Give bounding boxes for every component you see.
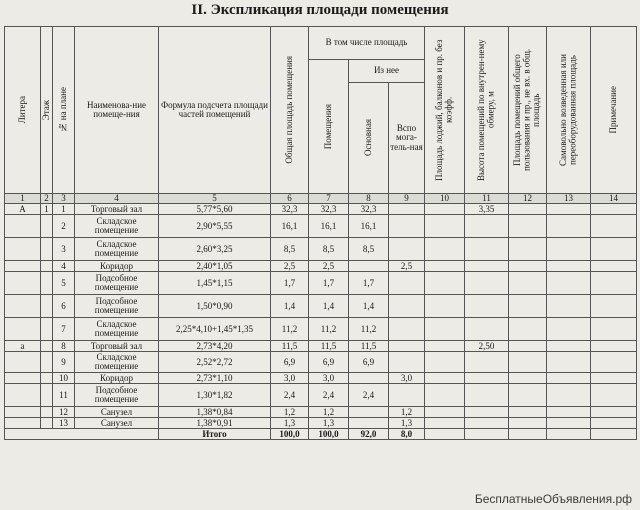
cell-c13 bbox=[547, 272, 591, 295]
cell-name: Санузел bbox=[75, 418, 159, 429]
cell-loggia bbox=[425, 272, 465, 295]
cell-height bbox=[465, 318, 509, 341]
cell-num: 2 bbox=[53, 215, 75, 238]
cell-etazh bbox=[41, 272, 53, 295]
cell-c14 bbox=[591, 272, 637, 295]
cell-height bbox=[465, 384, 509, 407]
cell-loggia bbox=[425, 384, 465, 407]
cell-main: 32,3 bbox=[349, 204, 389, 215]
watermark: БесплатныеОбъявления.рф bbox=[474, 492, 632, 506]
total-premises: 100,0 bbox=[309, 429, 349, 440]
cell-c12 bbox=[509, 318, 547, 341]
cell-total: 11,2 bbox=[271, 318, 309, 341]
total-row bbox=[5, 429, 637, 440]
cell-formula: 2,60*3,25 bbox=[159, 238, 271, 261]
cell-etazh bbox=[41, 352, 53, 373]
cell-name: Коридор bbox=[75, 373, 159, 384]
cell-formula: 2,90*5,55 bbox=[159, 215, 271, 238]
cell-loggia bbox=[425, 341, 465, 352]
cell-num: 4 bbox=[53, 261, 75, 272]
cell-litera bbox=[5, 407, 41, 418]
cell-c13 bbox=[547, 373, 591, 384]
header-etazh: Этаж bbox=[41, 27, 53, 194]
cell-num: 8 bbox=[53, 341, 75, 352]
cell-main bbox=[349, 373, 389, 384]
cell-total: 8,5 bbox=[271, 238, 309, 261]
col-number: 4 bbox=[75, 194, 159, 204]
cell-c13 bbox=[547, 407, 591, 418]
table-row bbox=[5, 352, 637, 373]
cell-c13 bbox=[547, 204, 591, 215]
cell-litera bbox=[5, 261, 41, 272]
cell-formula: 5,77*5,60 bbox=[159, 204, 271, 215]
cell-formula: 1,50*0,90 bbox=[159, 295, 271, 318]
cell-litera bbox=[5, 418, 41, 429]
cell-litera bbox=[5, 318, 41, 341]
table-row bbox=[5, 215, 637, 238]
cell-c14 bbox=[591, 373, 637, 384]
header-of-which: Из нее bbox=[349, 60, 425, 83]
cell-c12 bbox=[509, 204, 547, 215]
cell-main: 1,4 bbox=[349, 295, 389, 318]
col-number: 6 bbox=[271, 194, 309, 204]
cell-formula: 1,30*1,82 bbox=[159, 384, 271, 407]
total-aux: 8,0 bbox=[389, 429, 425, 440]
cell-c12 bbox=[509, 272, 547, 295]
cell-aux bbox=[389, 238, 425, 261]
cell-main: 2,4 bbox=[349, 384, 389, 407]
cell-aux bbox=[389, 352, 425, 373]
cell-litera: а bbox=[5, 341, 41, 352]
cell-c14 bbox=[591, 318, 637, 341]
col-number: 2 bbox=[41, 194, 53, 204]
cell-c12 bbox=[509, 215, 547, 238]
cell-litera bbox=[5, 373, 41, 384]
cell-main: 11,2 bbox=[349, 318, 389, 341]
cell-loggia bbox=[425, 215, 465, 238]
cell-formula: 1,38*0,84 bbox=[159, 407, 271, 418]
cell-litera bbox=[5, 384, 41, 407]
col-number: 12 bbox=[509, 194, 547, 204]
total-empty bbox=[465, 429, 509, 440]
cell-premises: 32,3 bbox=[309, 204, 349, 215]
cell-num: 9 bbox=[53, 352, 75, 373]
header-height: Высота помещений по внутрен-нему обмеру, м bbox=[465, 27, 509, 194]
cell-height bbox=[465, 352, 509, 373]
cell-total: 2,4 bbox=[271, 384, 309, 407]
cell-etazh bbox=[41, 215, 53, 238]
cell-c12 bbox=[509, 418, 547, 429]
cell-num: 12 bbox=[53, 407, 75, 418]
cell-main: 11,5 bbox=[349, 341, 389, 352]
cell-name: Складское помещение bbox=[75, 215, 159, 238]
cell-etazh: 1 bbox=[41, 204, 53, 215]
cell-total: 32,3 bbox=[271, 204, 309, 215]
cell-name: Подсобное помещение bbox=[75, 272, 159, 295]
cell-loggia bbox=[425, 373, 465, 384]
cell-c14 bbox=[591, 238, 637, 261]
page-title: II. Экспликация площади помещения bbox=[191, 2, 449, 18]
cell-name: Торговый зал bbox=[75, 341, 159, 352]
cell-c13 bbox=[547, 215, 591, 238]
column-numbers-row bbox=[5, 194, 637, 204]
cell-name: Подсобное помещение bbox=[75, 295, 159, 318]
table-row bbox=[5, 384, 637, 407]
cell-formula: 1,38*0,91 bbox=[159, 418, 271, 429]
cell-c14 bbox=[591, 418, 637, 429]
cell-total: 6,9 bbox=[271, 352, 309, 373]
cell-litera bbox=[5, 352, 41, 373]
cell-premises: 8,5 bbox=[309, 238, 349, 261]
cell-etazh bbox=[41, 238, 53, 261]
cell-main: 6,9 bbox=[349, 352, 389, 373]
header-loggia: Площадь лоджий, балконов и пр. без коэфф. bbox=[425, 27, 465, 194]
cell-formula: 2,73*4,20 bbox=[159, 341, 271, 352]
cell-etazh bbox=[41, 295, 53, 318]
header-litera: Литера bbox=[5, 27, 41, 194]
table-row bbox=[5, 407, 637, 418]
cell-aux bbox=[389, 204, 425, 215]
cell-etazh bbox=[41, 418, 53, 429]
cell-formula: 2,52*2,72 bbox=[159, 352, 271, 373]
col-number: 1 bbox=[5, 194, 41, 204]
cell-etazh bbox=[41, 341, 53, 352]
header-selfbuilt: Самовольно возведенная или переоборудованная площадь bbox=[547, 27, 591, 194]
cell-litera bbox=[5, 215, 41, 238]
cell-num: 11 bbox=[53, 384, 75, 407]
cell-premises: 2,4 bbox=[309, 384, 349, 407]
cell-name: Санузел bbox=[75, 407, 159, 418]
cell-c13 bbox=[547, 341, 591, 352]
cell-litera: А bbox=[5, 204, 41, 215]
cell-c13 bbox=[547, 352, 591, 373]
cell-num: 5 bbox=[53, 272, 75, 295]
cell-c13 bbox=[547, 418, 591, 429]
cell-height bbox=[465, 261, 509, 272]
cell-premises: 16,1 bbox=[309, 215, 349, 238]
header-num: № на плане bbox=[53, 27, 75, 194]
cell-c12 bbox=[509, 407, 547, 418]
cell-loggia bbox=[425, 238, 465, 261]
cell-height bbox=[465, 272, 509, 295]
cell-premises: 1,4 bbox=[309, 295, 349, 318]
cell-num: 6 bbox=[53, 295, 75, 318]
total-label: Итого bbox=[159, 429, 271, 440]
cell-aux: 3,0 bbox=[389, 373, 425, 384]
cell-loggia bbox=[425, 352, 465, 373]
cell-c14 bbox=[591, 384, 637, 407]
cell-premises: 6,9 bbox=[309, 352, 349, 373]
cell-aux: 1,3 bbox=[389, 418, 425, 429]
cell-etazh bbox=[41, 261, 53, 272]
table-row bbox=[5, 373, 637, 384]
cell-premises: 2,5 bbox=[309, 261, 349, 272]
cell-formula: 2,73*1,10 bbox=[159, 373, 271, 384]
cell-premises: 1,3 bbox=[309, 418, 349, 429]
header-main: Основная bbox=[349, 83, 389, 194]
header-premises: Помещения bbox=[309, 60, 349, 194]
col-number: 5 bbox=[159, 194, 271, 204]
header-aux: Вспо мога-тель-ная bbox=[389, 83, 425, 194]
cell-premises: 1,7 bbox=[309, 272, 349, 295]
header-note: Примечание bbox=[591, 27, 637, 194]
table-row bbox=[5, 341, 637, 352]
cell-c13 bbox=[547, 261, 591, 272]
cell-height: 3,35 bbox=[465, 204, 509, 215]
table-row bbox=[5, 204, 637, 215]
cell-height bbox=[465, 215, 509, 238]
cell-total: 1,4 bbox=[271, 295, 309, 318]
cell-etazh bbox=[41, 407, 53, 418]
total-empty bbox=[425, 429, 465, 440]
cell-height bbox=[465, 407, 509, 418]
cell-total: 1,3 bbox=[271, 418, 309, 429]
cell-total: 1,2 bbox=[271, 407, 309, 418]
cell-c12 bbox=[509, 261, 547, 272]
cell-aux bbox=[389, 341, 425, 352]
cell-litera bbox=[5, 238, 41, 261]
cell-c12 bbox=[509, 384, 547, 407]
cell-formula: 2,40*1,05 bbox=[159, 261, 271, 272]
cell-num: 7 bbox=[53, 318, 75, 341]
cell-loggia bbox=[425, 407, 465, 418]
col-number: 8 bbox=[349, 194, 389, 204]
table-row bbox=[5, 261, 637, 272]
cell-premises: 11,2 bbox=[309, 318, 349, 341]
total-empty bbox=[509, 429, 547, 440]
col-number: 13 bbox=[547, 194, 591, 204]
cell-height bbox=[465, 238, 509, 261]
cell-main bbox=[349, 418, 389, 429]
cell-litera bbox=[5, 272, 41, 295]
col-number: 9 bbox=[389, 194, 425, 204]
cell-total: 3,0 bbox=[271, 373, 309, 384]
total-total: 100,0 bbox=[271, 429, 309, 440]
total-empty bbox=[591, 429, 637, 440]
cell-height bbox=[465, 373, 509, 384]
cell-loggia bbox=[425, 261, 465, 272]
table-row bbox=[5, 295, 637, 318]
col-number: 10 bbox=[425, 194, 465, 204]
col-number: 7 bbox=[309, 194, 349, 204]
cell-c12 bbox=[509, 341, 547, 352]
cell-name: Складское помещение bbox=[75, 352, 159, 373]
cell-main: 1,7 bbox=[349, 272, 389, 295]
cell-c13 bbox=[547, 318, 591, 341]
cell-c12 bbox=[509, 238, 547, 261]
cell-formula: 2,25*4,10+1,45*1,35 bbox=[159, 318, 271, 341]
col-number: 11 bbox=[465, 194, 509, 204]
cell-name: Складское помещение bbox=[75, 238, 159, 261]
cell-total: 2,5 bbox=[271, 261, 309, 272]
cell-c14 bbox=[591, 215, 637, 238]
cell-aux bbox=[389, 318, 425, 341]
header-incl-group: В том числе площадь bbox=[309, 27, 425, 60]
cell-main bbox=[349, 261, 389, 272]
cell-total: 11,5 bbox=[271, 341, 309, 352]
cell-name: Складское помещение bbox=[75, 318, 159, 341]
total-empty bbox=[547, 429, 591, 440]
cell-litera bbox=[5, 295, 41, 318]
cell-formula: 1,45*1,15 bbox=[159, 272, 271, 295]
cell-c13 bbox=[547, 295, 591, 318]
cell-c12 bbox=[509, 373, 547, 384]
cell-c14 bbox=[591, 407, 637, 418]
cell-total: 16,1 bbox=[271, 215, 309, 238]
cell-etazh bbox=[41, 318, 53, 341]
total-main: 92,0 bbox=[349, 429, 389, 440]
cell-aux bbox=[389, 215, 425, 238]
cell-aux bbox=[389, 295, 425, 318]
table-row bbox=[5, 238, 637, 261]
cell-loggia bbox=[425, 295, 465, 318]
cell-etazh bbox=[41, 384, 53, 407]
table-row bbox=[5, 418, 637, 429]
cell-c13 bbox=[547, 238, 591, 261]
cell-c14 bbox=[591, 295, 637, 318]
total-empty bbox=[5, 429, 159, 440]
cell-name: Торговый зал bbox=[75, 204, 159, 215]
cell-num: 10 bbox=[53, 373, 75, 384]
header-total-area: Общая площадь помещения bbox=[271, 27, 309, 194]
cell-loggia bbox=[425, 418, 465, 429]
header-common: Площадь помещений общего пользования и пр., не вх. в общ. площадь bbox=[509, 27, 547, 194]
cell-premises: 11,5 bbox=[309, 341, 349, 352]
cell-name: Подсобное помещение bbox=[75, 384, 159, 407]
cell-c12 bbox=[509, 352, 547, 373]
cell-etazh bbox=[41, 373, 53, 384]
cell-height bbox=[465, 295, 509, 318]
cell-aux bbox=[389, 384, 425, 407]
cell-aux bbox=[389, 272, 425, 295]
cell-c14 bbox=[591, 261, 637, 272]
explication-table bbox=[4, 26, 637, 440]
table-row bbox=[5, 272, 637, 295]
cell-c13 bbox=[547, 384, 591, 407]
cell-main: 8,5 bbox=[349, 238, 389, 261]
cell-main: 16,1 bbox=[349, 215, 389, 238]
cell-height bbox=[465, 418, 509, 429]
cell-loggia bbox=[425, 318, 465, 341]
cell-name: Коридор bbox=[75, 261, 159, 272]
cell-num: 1 bbox=[53, 204, 75, 215]
cell-num: 13 bbox=[53, 418, 75, 429]
table-row bbox=[5, 318, 637, 341]
cell-total: 1,7 bbox=[271, 272, 309, 295]
cell-c12 bbox=[509, 295, 547, 318]
cell-aux: 1,2 bbox=[389, 407, 425, 418]
cell-premises: 3,0 bbox=[309, 373, 349, 384]
cell-loggia bbox=[425, 204, 465, 215]
header-name: Наименова-ние помеще-ния bbox=[75, 27, 159, 194]
cell-c14 bbox=[591, 352, 637, 373]
cell-c14 bbox=[591, 204, 637, 215]
cell-height: 2,50 bbox=[465, 341, 509, 352]
cell-aux: 2,5 bbox=[389, 261, 425, 272]
cell-main bbox=[349, 407, 389, 418]
cell-num: 3 bbox=[53, 238, 75, 261]
header-formula: Формула подсчета площади частей помещений bbox=[159, 27, 271, 194]
col-number: 14 bbox=[591, 194, 637, 204]
col-number: 3 bbox=[53, 194, 75, 204]
cell-c14 bbox=[591, 341, 637, 352]
cell-premises: 1,2 bbox=[309, 407, 349, 418]
